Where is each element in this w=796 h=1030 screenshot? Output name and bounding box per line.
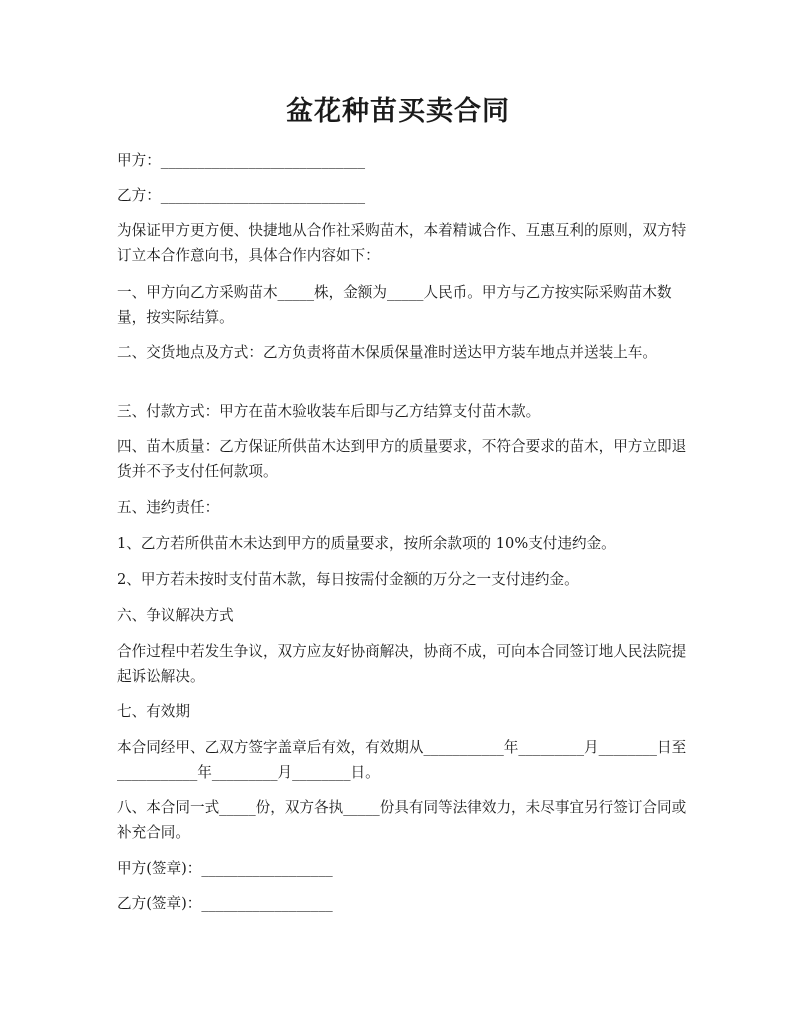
clause-4-quality: 四、苗木质量：乙方保证所供苗木达到甲方的质量要求，不符合要求的苗木，甲方立即退货并不予支付任何款项。 (117, 438, 687, 480)
clause-2-delivery: 二、交货地点及方式：乙方负责将苗木保质保量准时送达甲方装车地点并送装上车。 (117, 344, 657, 361)
clause-6-heading: 六、争议解决方式 (117, 607, 234, 624)
clause-5-item-1: 1、乙方若所供苗木未达到甲方的质量要求，按所余款项的 10%支付违约金。 (117, 535, 616, 552)
clause-5-heading: 五、违约责任： (117, 499, 220, 516)
clause-1-purchase: 一、甲方向乙方采购苗木_____株，金额为_____人民币。甲方与乙方按实际采购苗木数量，按实际结算。 (117, 284, 672, 326)
intro-paragraph: 为保证甲方更方便、快捷地从合作社采购苗木，本着精诚合作、互惠互利的原则，双方特订立本合作意向书，具体合作内容如下： (117, 222, 687, 264)
clause-7-body: 本合同经甲、乙双方签字盖章后有效，有效期从___________年_________月________日至___________年_________月________日。 (117, 739, 687, 781)
clause-8-body: 八、本合同一式_____份，双方各执_____份具有同等法律效力，未尽事宜另行签订合同或补充合同。 (117, 799, 687, 841)
party-b-line: 乙方：____________________________ (117, 187, 366, 204)
clause-6-body: 合作过程中若发生争议，双方应友好协商解决，协商不成，可向本合同签订地人民法院提起诉讼解决。 (117, 643, 687, 685)
clause-7-heading: 七、有效期 (117, 703, 190, 720)
document-title: 盆花种苗买卖合同 (286, 96, 510, 127)
party-a-line: 甲方：____________________________ (117, 152, 366, 169)
clause-5-item-2: 2、甲方若未按时支付苗木款，每日按需付金额的万分之一支付违约金。 (117, 571, 579, 588)
party-b-signature: 乙方(签章)：__________________ (117, 895, 333, 912)
party-a-signature: 甲方(签章)：__________________ (117, 860, 333, 877)
clause-3-payment: 三、付款方式：甲方在苗木验收装车后即与乙方结算支付苗木款。 (117, 403, 541, 420)
